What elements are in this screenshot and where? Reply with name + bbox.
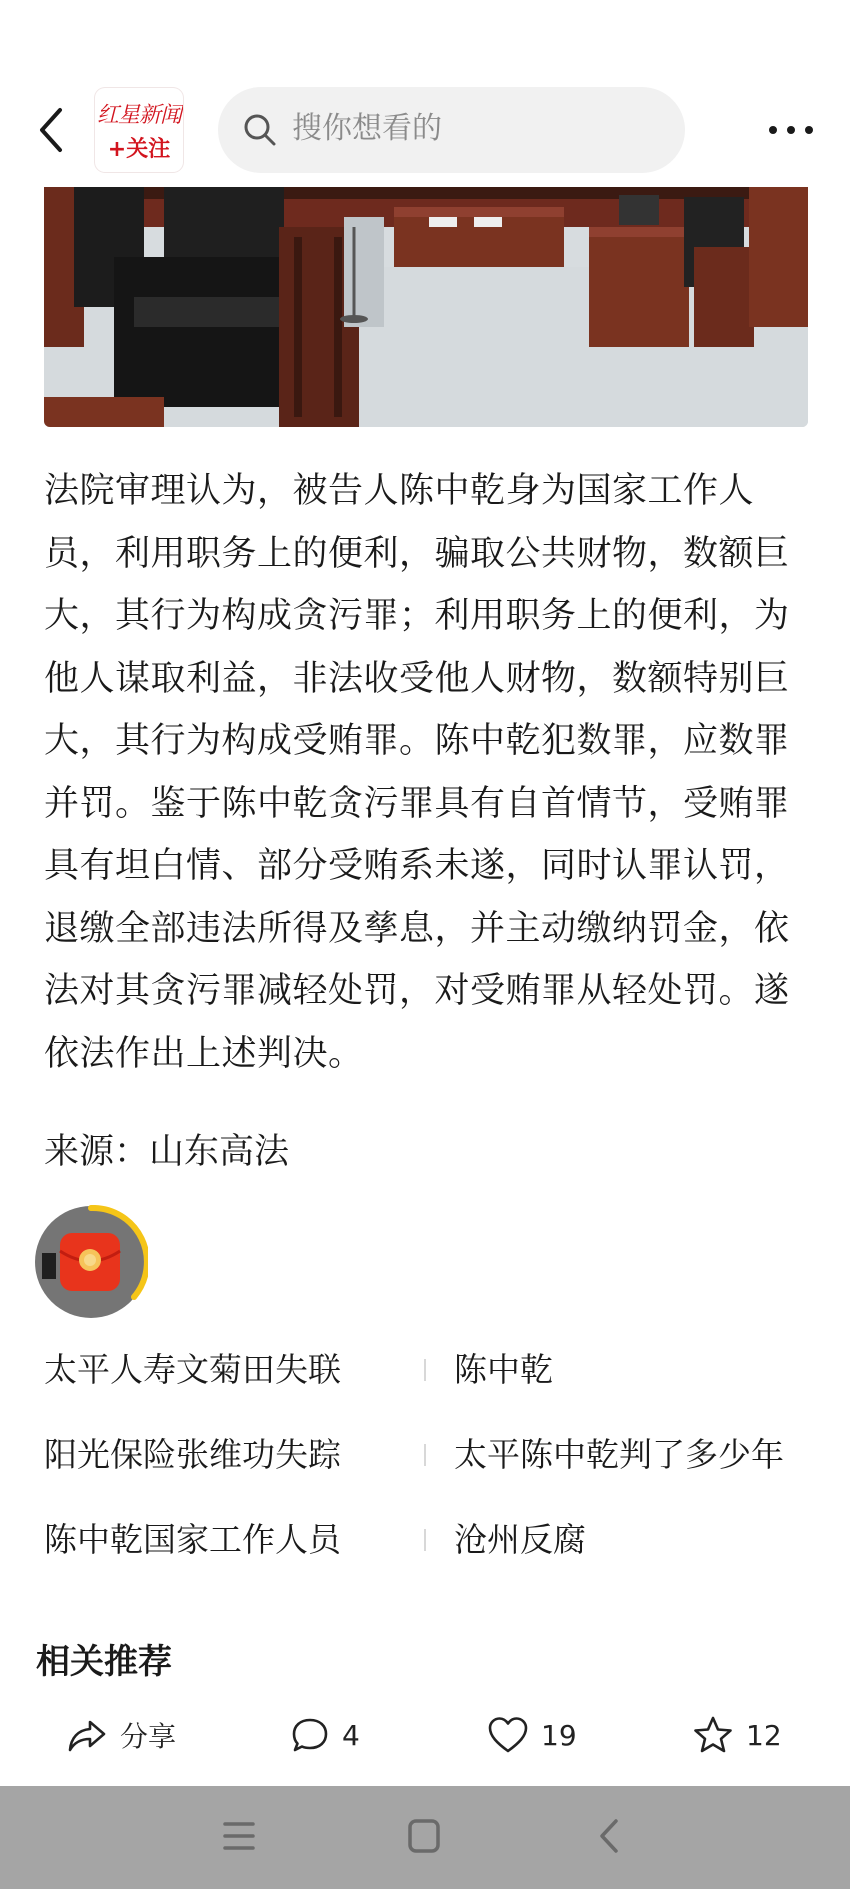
action-bar xyxy=(0,1685,850,1785)
share-button[interactable] xyxy=(66,1685,176,1785)
like-count: 19 xyxy=(541,1718,577,1752)
divider xyxy=(424,1529,426,1551)
related-search-link[interactable]: 阳光保险张维功失踪 xyxy=(44,1435,341,1474)
share-label: 分享 xyxy=(120,1720,177,1753)
more-options-icon[interactable] xyxy=(764,110,818,150)
comment-icon xyxy=(290,1715,330,1755)
home-icon[interactable] xyxy=(406,1816,442,1856)
divider xyxy=(424,1444,426,1466)
search-icon xyxy=(242,112,278,148)
search-placeholder[interactable]: 搜你想看的 xyxy=(292,111,442,146)
article-source: 来源：山东高法 xyxy=(44,1132,290,1172)
back-arrow-icon[interactable] xyxy=(30,100,74,160)
nav-back-icon[interactable] xyxy=(594,1816,624,1856)
related-search-link[interactable]: 沧州反腐 xyxy=(454,1520,586,1559)
red-packet-icon[interactable] xyxy=(34,1205,148,1319)
follow-button[interactable]: +关注 xyxy=(107,137,171,162)
comment-button[interactable] xyxy=(290,1685,360,1785)
like-button[interactable] xyxy=(487,1685,577,1785)
section-title-recommended: 相关推荐 xyxy=(36,1642,172,1682)
related-search-link[interactable]: 太平人寿文菊田失联 xyxy=(44,1350,341,1389)
related-search-link[interactable]: 陈中乾国家工作人员 xyxy=(44,1520,341,1559)
comment-count: 4 xyxy=(342,1718,360,1752)
related-search-row xyxy=(44,1420,824,1505)
share-icon xyxy=(66,1714,108,1756)
star-icon xyxy=(692,1714,734,1756)
favorite-count: 12 xyxy=(746,1718,782,1752)
related-search-row xyxy=(44,1335,824,1420)
related-search-link[interactable]: 陈中乾 xyxy=(454,1350,553,1389)
favorite-button[interactable] xyxy=(692,1685,782,1785)
publisher-logo[interactable] xyxy=(95,88,183,172)
article-photo xyxy=(44,187,808,427)
heart-icon xyxy=(487,1715,529,1755)
related-searches xyxy=(44,1335,824,1590)
publisher-logo-text: 红星新闻 xyxy=(96,103,181,128)
related-search-link[interactable]: 太平陈中乾判了多少年 xyxy=(454,1435,784,1474)
search-input[interactable] xyxy=(218,87,685,173)
menu-icon[interactable] xyxy=(222,1816,256,1856)
related-search-row xyxy=(44,1505,824,1590)
system-nav-bar xyxy=(0,1786,850,1889)
article-body: 法院审理认为，被告人陈中乾身为国家工作人员，利用职务上的便利，骗取公共财物，数额巨大，其行为构成贪污罪；利用职务上的便利，为他人谋取利益，非法收受他人财物，数额特别巨大，其行为构成受贿罪。陈中乾犯数罪，应数罪并罚。鉴于陈中乾贪污罪具有自首情节，受贿罪具有坦白情、部分受贿系未遂，同时认罪认罚，退缴全部违法所得及孳息，并主动缴纳罚金，依法对其贪污罪减轻处罚，对受贿罪从轻处罚。遂依法作出上述判决。 xyxy=(44,471,790,1074)
divider xyxy=(424,1359,426,1381)
